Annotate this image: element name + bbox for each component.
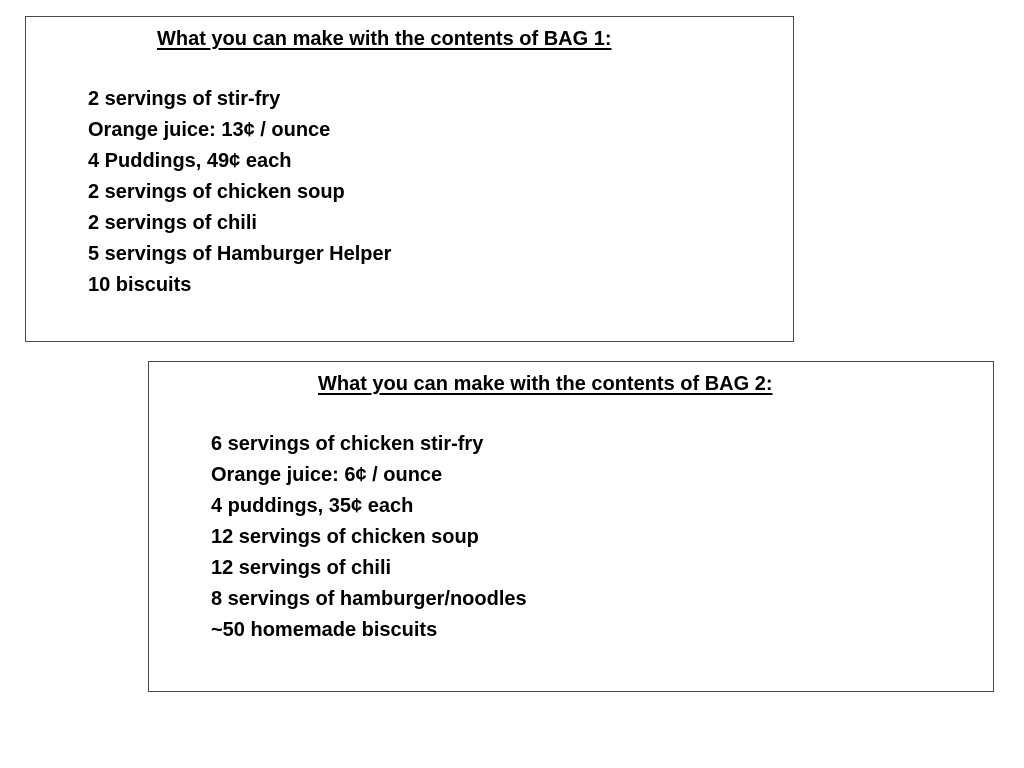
list-item: 8 servings of hamburger/noodles bbox=[211, 588, 527, 610]
list-item: 2 servings of stir-fry bbox=[88, 88, 281, 110]
bag-2-title: What you can make with the contents of BAG 2: bbox=[318, 373, 773, 395]
list-item: 2 servings of chili bbox=[88, 212, 257, 234]
bag-2-list bbox=[211, 429, 527, 646]
list-item: 5 servings of Hamburger Helper bbox=[88, 243, 392, 265]
bag-2-panel bbox=[148, 361, 994, 692]
bag-1-title: What you can make with the contents of BAG 1: bbox=[157, 28, 612, 50]
list-item: 12 servings of chicken soup bbox=[211, 526, 479, 548]
list-item: 4 Puddings, 49¢ each bbox=[88, 150, 292, 172]
bag-1-list bbox=[88, 84, 391, 301]
list-item: Orange juice: 6¢ / ounce bbox=[211, 464, 443, 486]
bag-1-panel bbox=[25, 16, 794, 342]
list-item: 2 servings of chicken soup bbox=[88, 181, 345, 203]
list-item: Orange juice: 13¢ / ounce bbox=[88, 119, 331, 141]
list-item: 10 biscuits bbox=[88, 274, 192, 296]
list-item: 4 puddings, 35¢ each bbox=[211, 495, 414, 517]
list-item: 6 servings of chicken stir-fry bbox=[211, 433, 484, 455]
list-item: ~50 homemade biscuits bbox=[211, 619, 438, 641]
list-item: 12 servings of chili bbox=[211, 557, 392, 579]
